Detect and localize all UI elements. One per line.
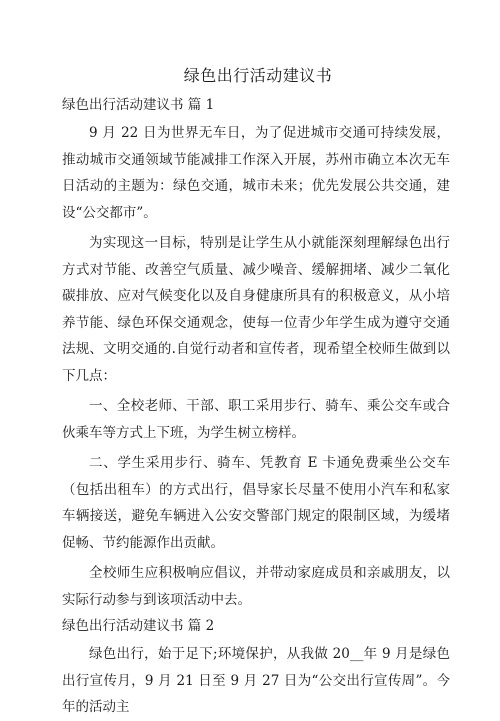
paragraph: 绿色出行，始于足下;环境保护，从我做 20__年 9 月是绿色出行宣传月，9 月 21 日至 9 月 27 日为“公交出行宣传周”。今年的活动主 (62, 646, 450, 715)
paragraph: 全校师生应积极响应倡议，并带动家庭成员和亲戚朋友，以实际行动参与到该项活动中去。 (62, 565, 450, 608)
section-heading: 绿色出行活动建议书 篇 1 (62, 97, 215, 113)
paragraph: 为实现这一目标，特别是让学生从小就能深刻理解绿色出行方式对节能、改善空气质量、减少噪音、缓解拥堵、减少二氧化碳排放、应对气候变化以及自身健康所具有的积极意义，从小培养节能、绿色环保交通观念，使每一位青少年学生成为遵守交通法规、文明交通的.自觉行动者和宣传者，现希望全校师生做到以下几点： (62, 235, 450, 384)
section-2 (62, 617, 450, 721)
document-title: 绿色出行活动建议书 (183, 66, 333, 85)
section-1 (62, 96, 450, 613)
paragraph: 9 月 22 日为世界无车日，为了促进城市交通可持续发展，推动城市交通领域节能减排工作深入开展，苏州市确立本次无车日活动的主题为：绿色交通，城市未来；优先发展公共交通，建设“公交都市”。 (62, 125, 450, 221)
section-heading: 绿色出行活动建议书 篇 2 (62, 618, 215, 634)
paragraph: 二、学生采用步行、骑车、凭教育 E 卡通免费乘坐公交车（包括出租车）的方式出行，倡导家长尽量不使用小汽车和私家车辆接送，避免车辆进入公安交警部门规定的限制区域，为缓堵促畅、节约能源作出贡献。 (62, 455, 450, 551)
paragraph: 一、全校老师、干部、职工采用步行、骑车、乘公交车或合伙乘车等方式上下班，为学生树立榜样。 (62, 398, 450, 441)
